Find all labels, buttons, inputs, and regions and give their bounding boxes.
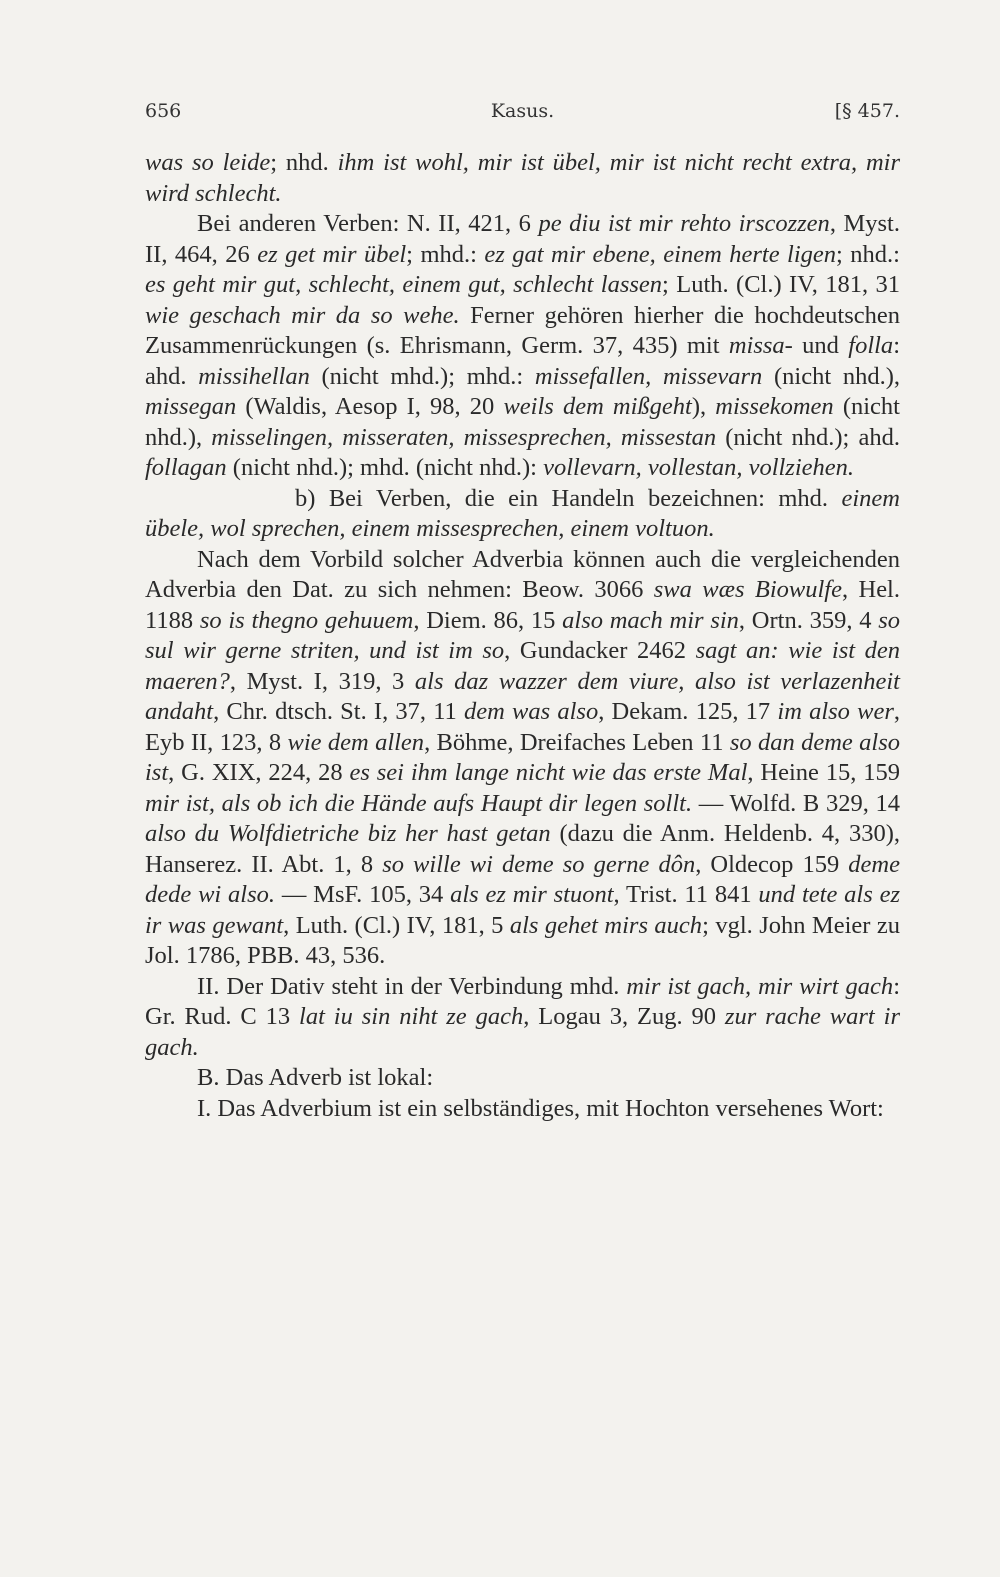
- italic-quote: als ez mir stuont: [450, 881, 614, 908]
- italic-quote: misselingen, misseraten, missesprechen, missestan: [211, 423, 717, 451]
- italic-quote: was so leide: [145, 149, 271, 176]
- paragraph: [145, 1063, 900, 1094]
- text-run: , G. XIX, 224, 28: [168, 759, 350, 786]
- italic-quote: so dan deme also ist: [145, 728, 900, 786]
- text-run: , Logau 3, Zug. 90: [523, 1003, 725, 1030]
- section-marker: [§ 457.: [834, 100, 900, 122]
- running-title: Kasus.: [490, 100, 555, 122]
- text-run: , Eyb II, 123, 8: [145, 698, 901, 756]
- italic-quote: follagan: [145, 454, 227, 481]
- paragraph: [145, 148, 900, 209]
- italic-quote: so is thegno gehuuem: [199, 606, 414, 634]
- text-run: , Oldecop 159: [695, 850, 849, 878]
- text-run: ; Luth. (Cl.) IV, 181, 31: [662, 271, 900, 298]
- text-run: (nicht mhd.); mhd.:: [309, 362, 535, 390]
- paragraph: [145, 484, 900, 545]
- italic-quote: mir ist gach, mir wirt gach: [626, 972, 894, 1000]
- text-run: , Hel. 1188: [145, 576, 900, 634]
- text-run: , Böhme, Dreifaches Leben 11: [424, 728, 730, 756]
- text-run: , Dekam. 125, 17: [598, 698, 778, 725]
- text-run: ; mhd.:: [406, 240, 485, 268]
- italic-quote: als gehet mirs auch: [509, 911, 703, 939]
- italic-quote: ez get mir übel: [257, 240, 407, 268]
- italic-quote: missekomen: [715, 393, 834, 420]
- text-run: , Trist. 11 841: [613, 881, 759, 908]
- italic-quote: dem was also: [464, 698, 599, 725]
- body-text: [145, 148, 900, 1124]
- text-run: — Wolfd. B 329, 14: [692, 789, 900, 817]
- italic-quote: missihellan: [198, 362, 310, 390]
- italic-quote: wie dem allen: [287, 728, 425, 756]
- italic-quote: mir ist, als ob ich die Hände aufs Haupt dir legen sollt.: [145, 789, 693, 817]
- text-run: , Myst. II, 464, 26: [145, 210, 900, 268]
- italic-quote: swa wæs Biowulfe: [653, 576, 842, 603]
- text-run: , Myst. I, 319, 3: [229, 667, 415, 695]
- text-run: , Diem. 86, 15: [413, 606, 563, 634]
- italic-quote: pe diu ist mir rehto irscozzen: [538, 210, 830, 237]
- text-run: — MsF. 105, 34: [275, 881, 451, 908]
- italic-quote: sagt an: wie ist den maeren?: [145, 637, 901, 695]
- text-run: (nicht nhd.); mhd. (nicht nhd.):: [226, 454, 544, 481]
- italic-quote: einem übele, wol sprechen, einem missesprechen, einem voltuon.: [145, 484, 900, 542]
- italic-quote: missefallen, missevarn: [534, 362, 763, 390]
- italic-quote: zur rache wart ir gach.: [145, 1003, 900, 1061]
- running-header: [145, 100, 900, 130]
- italic-quote: als daz wazzer dem viure, also ist verlazenheit andaht: [145, 667, 900, 725]
- text-run: (nicht nhd.); ahd.: [716, 423, 900, 451]
- text-run: Nach dem Vorbild solcher Adverbia können auch die vergleichenden Adverbia den Dat. zu sich nehmen: Beow. 3066: [145, 545, 900, 603]
- italic-quote: vollevarn, vollestan, vollziehen.: [543, 454, 855, 481]
- text-run: und: [792, 332, 849, 359]
- text-run: B. Das Adverb ist lokal:: [197, 1064, 434, 1091]
- text-run: (nicht nhd.),: [762, 362, 901, 390]
- italic-quote: lat iu sin niht ze gach: [299, 1003, 524, 1030]
- text-run: : ahd.: [145, 332, 900, 390]
- text-run: ; nhd.: [270, 149, 338, 176]
- text-run: , Ortn. 359, 4: [738, 606, 879, 634]
- italic-quote: missa-: [728, 332, 793, 359]
- italic-quote: weils dem mißgeht: [503, 393, 692, 420]
- italic-quote: wie geschach mir da so wehe.: [145, 301, 460, 329]
- italic-quote: im also wer: [777, 698, 894, 725]
- italic-quote: also mach mir sin: [562, 606, 739, 634]
- text-run: I. Das Adverbium ist ein selbständiges, mit Hochton versehenes Wort:: [197, 1094, 884, 1122]
- italic-quote: missegan: [145, 393, 237, 420]
- italic-quote: es geht mir gut, schlecht, einem gut, schlecht lassen: [145, 271, 663, 298]
- text-run: b) Bei Verben, die ein Handeln bezeichnen: mhd.: [295, 484, 842, 512]
- paragraph: [145, 1094, 900, 1125]
- italic-quote: ez gat mir ebene, einem herte ligen: [484, 240, 837, 268]
- italic-quote: deme dede wi also.: [145, 850, 900, 908]
- text-run: , Chr. dtsch. St. I, 37, 11: [213, 698, 465, 725]
- page-number: 656: [145, 100, 182, 122]
- text-run: ; vgl. John Meier zu Jol. 1786, PBB. 43, 536.: [145, 911, 900, 969]
- italic-quote: es sei ihm lange nicht wie das erste Mal: [349, 759, 748, 786]
- text-run: , Gundacker 2462: [504, 637, 696, 664]
- text-run: (nicht nhd.),: [145, 393, 900, 451]
- paragraph: [145, 972, 900, 1064]
- text-run: II. Der Dativ steht in der Verbindung mhd.: [197, 972, 627, 1000]
- paragraph: [145, 545, 900, 972]
- paragraph: [145, 209, 900, 484]
- text-run: (Waldis, Aesop I, 98, 20: [236, 393, 504, 420]
- italic-quote: und tete als ez ir was gewant: [145, 881, 900, 939]
- italic-quote: also du Wolfdietriche biz her hast getan: [145, 820, 551, 847]
- italic-quote: so sul wir gerne striten, und ist im so: [145, 606, 900, 664]
- text-run: (dazu die Anm. Heldenb. 4, 330), Hanserez. II. Abt. 1, 8: [145, 820, 900, 878]
- italic-quote: folla: [848, 332, 894, 359]
- text-run: , Heine 15, 159: [747, 759, 900, 786]
- text-run: Bei anderen Verben: N. II, 421, 6: [197, 210, 539, 237]
- text-run: Ferner gehören hierher die hochdeutschen Zusammenrückungen (s. Ehrismann, Germ. 37, 435) mit: [145, 301, 900, 359]
- text-run: ),: [691, 393, 716, 420]
- italic-quote: ihm ist wohl, mir ist übel, mir ist nicht recht extra, mir wird schlecht.: [145, 149, 901, 207]
- italic-quote: so wille wi deme so gerne dôn: [382, 850, 696, 878]
- text-run: ; nhd.:: [836, 240, 900, 268]
- text-run: : Gr. Rud. C 13: [145, 972, 900, 1030]
- text-run: , Luth. (Cl.) IV, 181, 5: [283, 911, 510, 939]
